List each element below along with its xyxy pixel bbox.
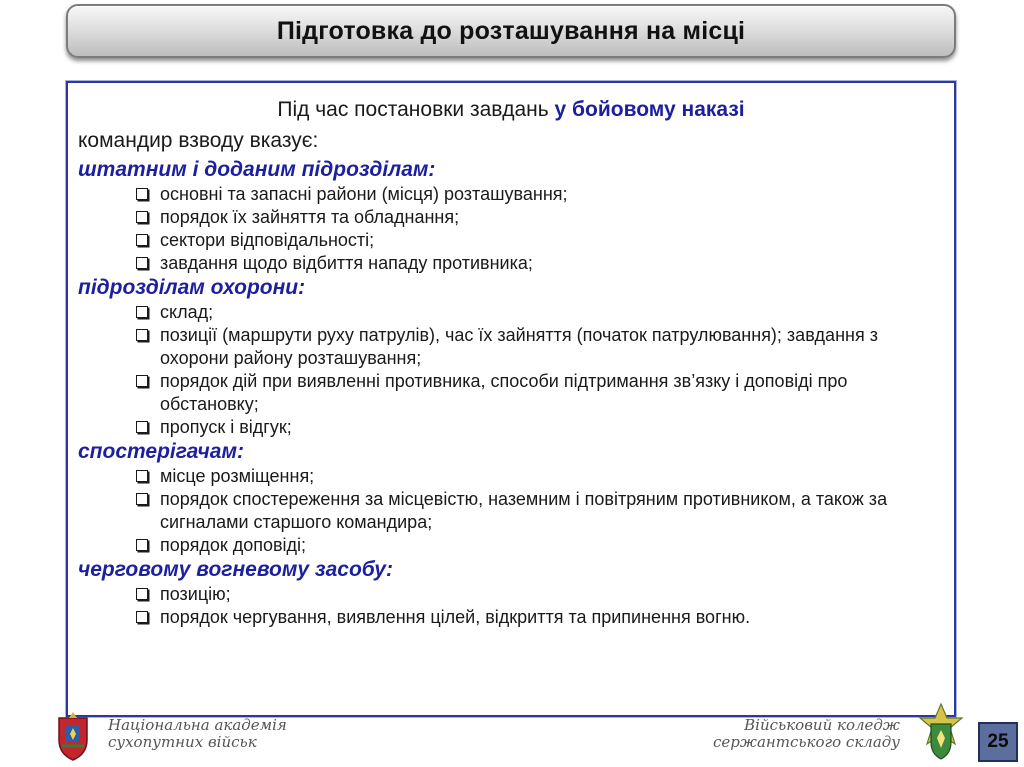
section-heading: спостерігачам: — [78, 440, 245, 463]
list-item: порядок дій при виявленні противника, способи підтримання зв’язку і доповіді про обстановку; — [78, 370, 944, 416]
checkbox-bullet-icon — [136, 306, 148, 318]
checkbox-bullet-icon — [136, 257, 148, 269]
college-emblem-icon — [916, 702, 966, 762]
intro-text: Під час постановки завдань — [277, 98, 555, 121]
section-guard-units — [78, 275, 944, 439]
list-item: позицію; — [78, 583, 944, 606]
content-frame — [66, 81, 956, 717]
intro-line-2: командир взводу вказує: — [78, 129, 319, 152]
item-list — [78, 301, 944, 439]
checkbox-bullet-icon — [136, 375, 148, 387]
title-bar — [66, 4, 956, 58]
footer-college-line-2: сержантського складу — [713, 733, 900, 751]
checkbox-bullet-icon — [136, 493, 148, 505]
footer-academy-line-2: сухопутних військ — [108, 733, 257, 751]
footer-academy — [108, 717, 287, 751]
list-item: основні та запасні райони (місця) розташування; — [78, 183, 944, 206]
list-item: пропуск і відгук; — [78, 416, 944, 439]
checkbox-bullet-icon — [136, 611, 148, 623]
section-heading: черговому вогневому засобу: — [78, 558, 393, 581]
task-sections — [78, 157, 944, 629]
checkbox-bullet-icon — [136, 234, 148, 246]
intro-highlight: у бойовому наказі — [554, 98, 745, 121]
item-list — [78, 183, 944, 275]
academy-emblem-icon — [56, 710, 90, 762]
checkbox-bullet-icon — [136, 421, 148, 433]
list-item: склад; — [78, 301, 944, 324]
list-item: позиції (маршрути руху патрулів), час їх зайняття (початок патрулювання); завдання з охорони району розташування; — [78, 324, 944, 370]
checkbox-bullet-icon — [136, 588, 148, 600]
list-item: сектори відповідальності; — [78, 229, 944, 252]
footer-college — [713, 717, 900, 751]
list-item: порядок доповіді; — [78, 534, 944, 557]
checkbox-bullet-icon — [136, 329, 148, 341]
section-duty-fire-asset — [78, 557, 944, 629]
footer-academy-line-1: Національна академія — [108, 716, 287, 734]
list-item: порядок їх зайняття та обладнання; — [78, 206, 944, 229]
list-item: місце розміщення; — [78, 465, 944, 488]
slide-title: Підготовка до розташування на місці — [276, 16, 746, 45]
section-attached-units — [78, 157, 944, 275]
checkbox-bullet-icon — [136, 470, 148, 482]
list-item: завдання щодо відбиття нападу противника; — [78, 252, 944, 275]
checkbox-bullet-icon — [136, 188, 148, 200]
item-list — [78, 583, 944, 629]
intro-line-1 — [68, 97, 954, 123]
section-observers — [78, 439, 944, 557]
item-list — [78, 465, 944, 557]
footer-college-line-1: Військовий коледж — [744, 716, 900, 734]
page-number-badge: 25 — [978, 722, 1018, 762]
list-item: порядок спостереження за місцевістю, наземним і повітряним противником, а також за сигналами старшого командира; — [78, 488, 944, 534]
section-heading: штатним і доданим підрозділам: — [78, 158, 436, 181]
section-heading: підрозділам охорони: — [78, 276, 306, 299]
list-item: порядок чергування, виявлення цілей, відкриття та припинення вогню. — [78, 606, 944, 629]
checkbox-bullet-icon — [136, 211, 148, 223]
checkbox-bullet-icon — [136, 539, 148, 551]
